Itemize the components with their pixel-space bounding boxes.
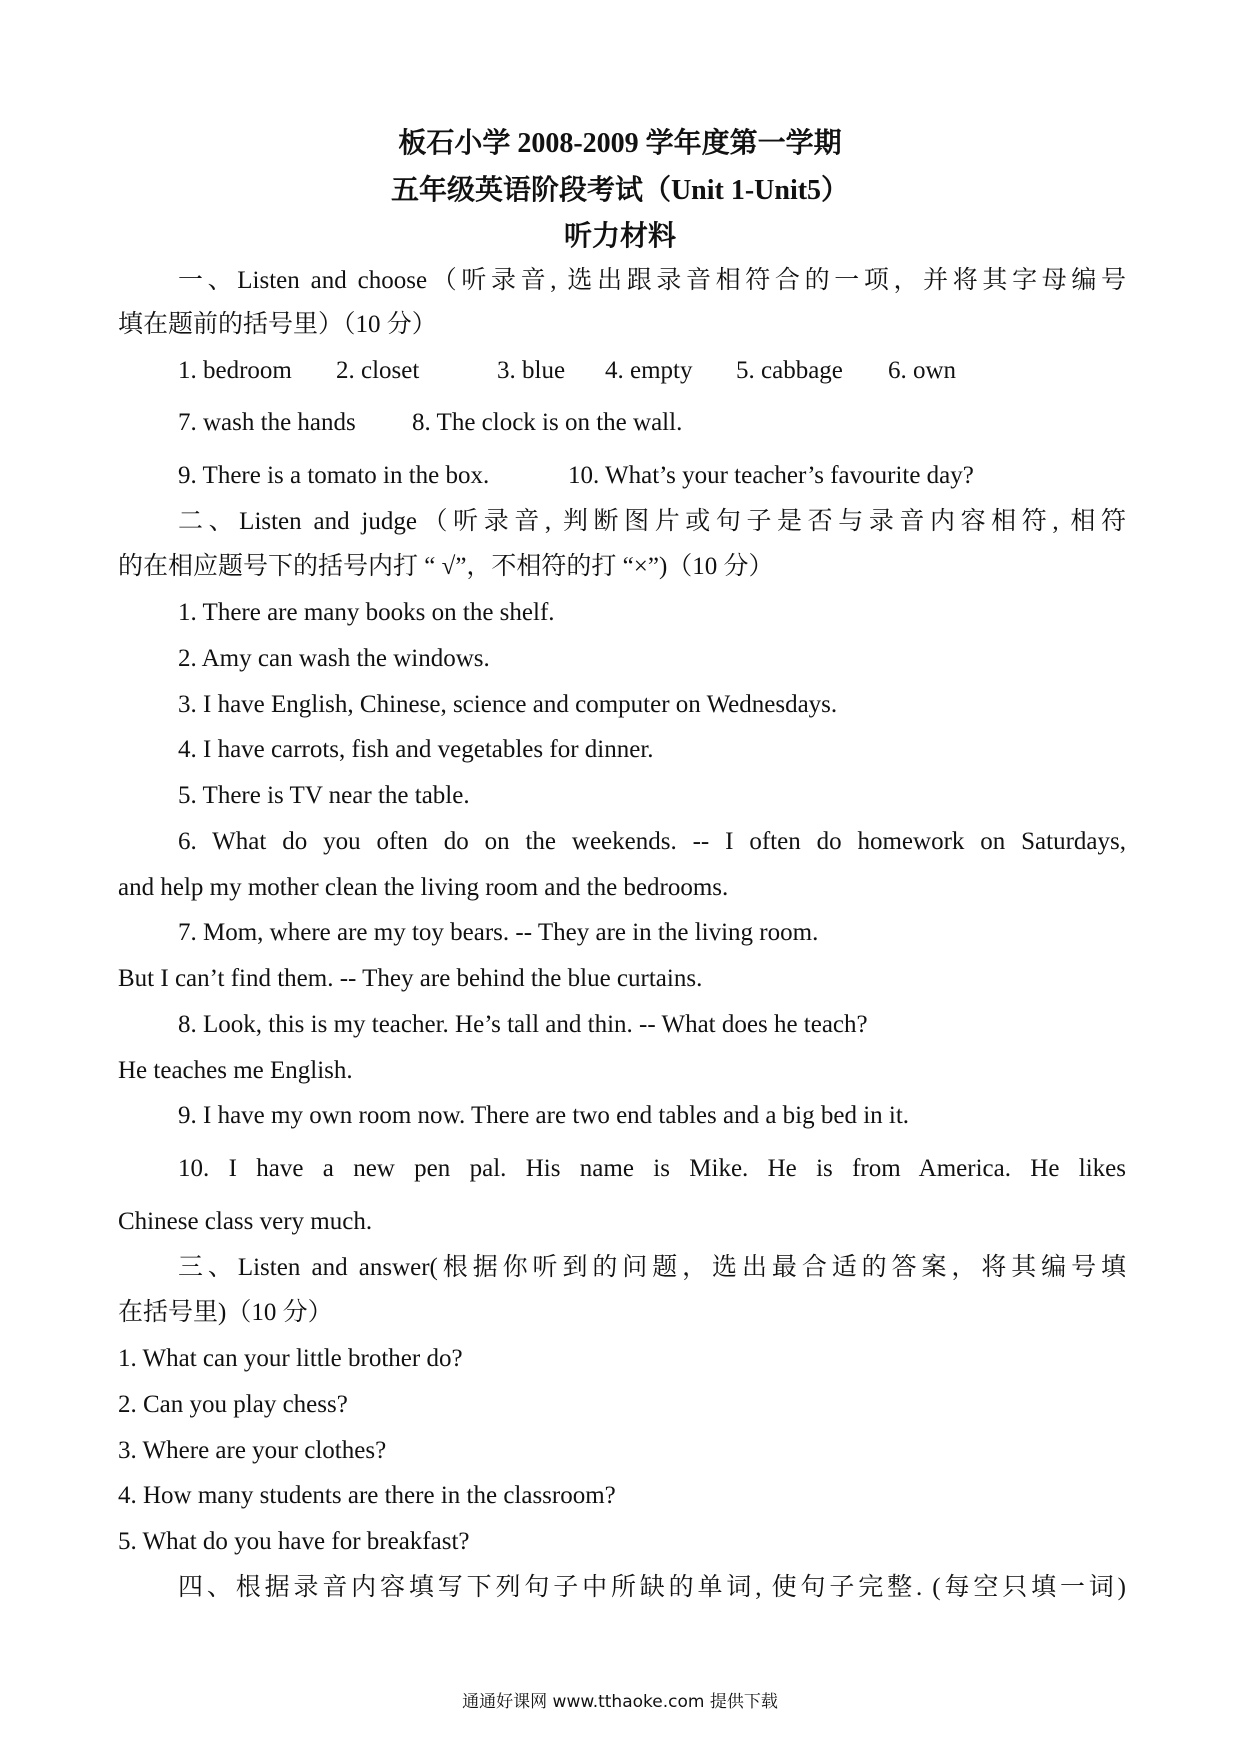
section2-heading: 二、Listen and judge（听录音, 判断图片或句子是否与录音内容相符, 相符 <box>178 508 1126 535</box>
list-item: 5. What do you have for breakfast? <box>118 1528 470 1555</box>
list-item: 1. What can your little brother do? <box>118 1345 463 1372</box>
page-subtitle: 五年级英语阶段考试（Unit 1-Unit5） <box>390 175 850 206</box>
list-item: 3. I have English, Chinese, science and computer on Wednesdays. <box>178 691 838 718</box>
list-item: 10. What’s your teacher’s favourite day? <box>568 462 974 489</box>
list-item: 3. Where are your clothes? <box>118 1437 387 1464</box>
list-item: 4. I have carrots, fish and vegetables for dinner. <box>178 736 654 763</box>
list-item: 6. What do you often do on the weekends. -- I often do homework on Saturdays, <box>178 828 1126 855</box>
list-item-cont: But I can’t find them. -- They are behind the blue curtains. <box>118 965 703 992</box>
list-item-cont: Chinese class very much. <box>118 1208 373 1235</box>
section1-heading-cont: 填在题前的括号里）（10 分） <box>118 311 437 338</box>
section3-heading-cont: 在括号里)（10 分） <box>118 1299 333 1326</box>
list-item: 1. There are many books on the shelf. <box>178 599 555 626</box>
list-item: 1. bedroom <box>178 357 292 384</box>
list-item: 2. Amy can wash the windows. <box>178 645 490 672</box>
list-item-cont: He teaches me English. <box>118 1057 353 1084</box>
list-item: 7. wash the hands <box>178 409 356 436</box>
list-item: 4. empty <box>605 357 693 384</box>
list-item: 2. closet <box>336 357 420 384</box>
section1-heading: 一、Listen and choose（听录音, 选出跟录音相符合的一项，并将其字母编号 <box>178 267 1126 294</box>
page-title: 板石小学 2008-2009 学年度第一学期 <box>398 128 842 159</box>
list-item: 4. How many students are there in the classroom? <box>118 1482 616 1509</box>
list-item: 5. cabbage <box>736 357 843 384</box>
list-item: 6. own <box>888 357 957 384</box>
list-item: 8. The clock is on the wall. <box>412 409 683 436</box>
list-item: 3. blue <box>497 357 566 384</box>
section4-heading: 四、根据录音内容填写下列句子中所缺的单词, 使句子完整. (每空只填一词) <box>178 1574 1126 1601</box>
list-item: 10. I have a new pen pal. His name is Mike. He is from America. He likes <box>178 1155 1126 1182</box>
list-item: 9. There is a tomato in the box. <box>178 462 490 489</box>
list-item: 5. There is TV near the table. <box>178 782 470 809</box>
list-item: 7. Mom, where are my toy bears. -- They are in the living room. <box>178 919 819 946</box>
page-footer: 通通好课网 www.tthaoke.com 提供下载 <box>462 1692 778 1712</box>
list-item: 8. Look, this is my teacher. He’s tall and thin. -- What does he teach? <box>178 1011 868 1038</box>
section2-heading-cont: 的在相应题号下的括号内打 “ √”，不相符的打 “×”)（10 分） <box>118 553 774 580</box>
list-item-cont: and help my mother clean the living room and the bedrooms. <box>118 874 729 901</box>
section3-heading: 三、Listen and answer(根据你听到的问题，选出最合适的答案，将其编号填 <box>178 1254 1126 1281</box>
list-item: 9. I have my own room now. There are two end tables and a big bed in it. <box>178 1102 910 1129</box>
section-caption: 听力材料 <box>563 221 676 252</box>
list-item: 2. Can you play chess? <box>118 1391 348 1418</box>
